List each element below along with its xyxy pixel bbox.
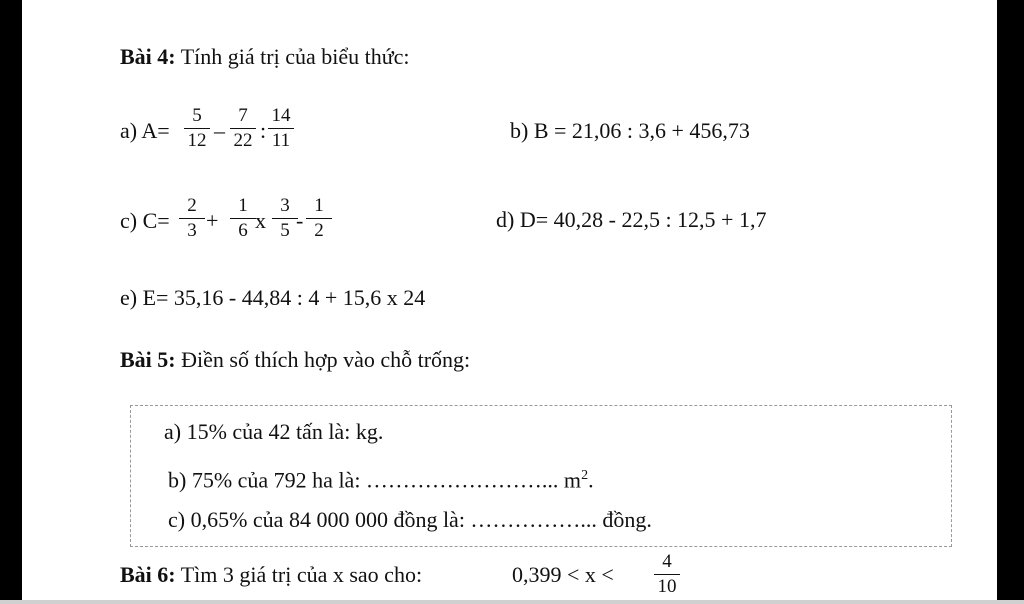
bai4-label: Bài 4: <box>120 44 176 69</box>
bai6-heading <box>120 562 422 588</box>
document-page <box>22 0 997 604</box>
expr-c-prefix: c) C= <box>120 208 170 233</box>
bai6-fraction: 4 10 <box>652 552 682 597</box>
bai4-heading <box>120 44 410 70</box>
bai5-item-a: a) 15% của 42 tấn là: kg. <box>164 419 384 444</box>
expr-c-op2: x <box>255 208 266 233</box>
bai5-heading <box>120 347 470 373</box>
bai6-label: Bài 6: <box>120 562 176 587</box>
expr-c-fraction-3: 3 5 <box>270 196 300 241</box>
bai5-item-c: c) 0,65% của 84 000 000 đồng là: ……………... đồng. <box>168 507 652 532</box>
expr-c-op3: - <box>296 208 304 233</box>
expr-a-fraction-2: 7 22 <box>228 106 258 151</box>
expr-a-prefix: a) A= <box>120 118 170 143</box>
scrollbar-track[interactable] <box>0 600 1024 604</box>
expr-c-op1: + <box>206 208 219 233</box>
expr-c-fraction-4: 1 2 <box>304 196 334 241</box>
expr-a-op1: – <box>214 118 225 143</box>
bai6-title: Tìm 3 giá trị của x sao cho: <box>180 562 423 587</box>
expr-a-op2: : <box>260 118 267 143</box>
bai5-title: Điền số thích hợp vào chỗ trống: <box>181 347 471 372</box>
expr-d: d) D= 40,28 - 22,5 : 12,5 + 1,7 <box>496 207 767 232</box>
expr-a-fraction-3: 14 11 <box>266 106 296 151</box>
expr-c-fraction-1: 2 3 <box>177 196 207 241</box>
superscript-2: 2 <box>581 468 589 483</box>
expr-e: e) E= 35,16 - 44,84 : 4 + 15,6 x 24 <box>120 285 426 310</box>
bai4-title: Tính giá trị của biểu thức: <box>180 44 410 69</box>
bai5-label: Bài 5: <box>120 347 176 372</box>
expr-c-fraction-2: 1 6 <box>228 196 258 241</box>
expr-b: b) B = 21,06 : 3,6 + 456,73 <box>510 118 750 143</box>
bai6-inequality: 0,399 < x < <box>512 562 614 587</box>
expr-a-fraction-1: 5 12 <box>182 106 212 151</box>
bai5-item-b: b) 75% của 792 ha là: ……………………... $m^2$. <box>168 467 594 493</box>
